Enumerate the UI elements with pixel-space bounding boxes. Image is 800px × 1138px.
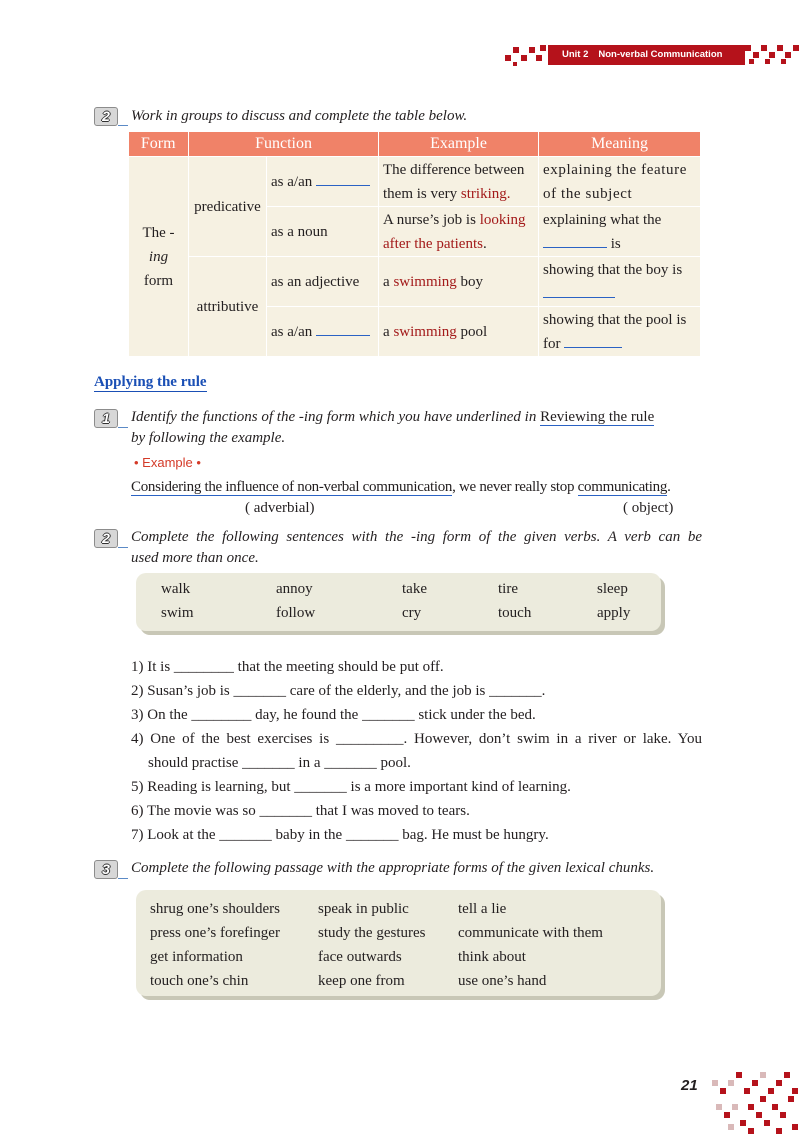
meaning-text: showing that the pool is xyxy=(543,311,687,328)
example-text-end: pool xyxy=(456,323,488,340)
function-cell xyxy=(267,307,379,357)
lexical-chunk-bank xyxy=(136,890,661,996)
function-cell: as an adjective xyxy=(267,257,379,307)
predicative-cell: predicative xyxy=(189,157,267,257)
example-highlight: swimming xyxy=(393,323,457,340)
reviewing-the-rule-link[interactable]: Reviewing the rule xyxy=(540,409,655,425)
unit-header-bar xyxy=(548,45,745,65)
meaning-cell xyxy=(539,207,701,257)
table-row xyxy=(129,157,701,207)
example-label: • Example • xyxy=(134,455,201,470)
example-text: a xyxy=(383,273,394,290)
function-text: as a/an xyxy=(271,173,313,190)
example-sentence xyxy=(131,477,671,497)
instruction-text: Identify the functions of the -ing form which you have underlined in xyxy=(131,409,541,425)
function-cell xyxy=(267,157,379,207)
chunk-item: tell a lie xyxy=(458,901,507,917)
chunk-item: keep one from xyxy=(318,973,405,989)
word-bank xyxy=(136,573,661,631)
chunk-item: speak in public xyxy=(318,901,409,917)
badge-underline xyxy=(118,878,128,879)
example-underline-1: Considering the influence of non-verbal communication xyxy=(131,479,453,495)
form-text: The - xyxy=(142,224,175,241)
chunk-item: study the gestures xyxy=(318,925,426,941)
exercise-sentence-continued: should practise _______ in a _______ pool. xyxy=(148,755,411,771)
function-cell: as a noun xyxy=(267,207,379,257)
exercise-sentence: 3) On the ________ day, he found the _______ stick under the bed. xyxy=(131,707,536,723)
exercise-sentence: 6) The movie was so _______ that I was moved to tears. xyxy=(131,803,470,819)
word-bank-item: take xyxy=(402,581,427,597)
exercise-number-badge: 1 xyxy=(94,409,118,428)
example-end: . xyxy=(667,479,671,495)
badge-underline xyxy=(118,125,128,126)
example-highlight: swimming xyxy=(393,273,457,290)
chunk-item: shrug one’s shoulders xyxy=(150,901,280,917)
meaning-cell: explaining the feature of the subject xyxy=(539,157,701,207)
exercise1-instruction xyxy=(131,407,654,428)
example-text-end: . xyxy=(482,235,487,252)
exercise-number-badge: 3 xyxy=(94,860,118,879)
chunk-item: press one’s forefinger xyxy=(150,925,280,941)
header-example: Example xyxy=(379,132,539,157)
example-underline-2: communicating xyxy=(577,479,668,495)
unit-title: Non-verbal Communication xyxy=(598,49,723,60)
example-text-end: boy xyxy=(456,273,484,290)
example-cell xyxy=(379,207,539,257)
example-text: The difference between them is very xyxy=(383,161,525,202)
example-highlight: looking after the patients xyxy=(383,211,526,252)
example-cell xyxy=(379,157,539,207)
meaning-cell xyxy=(539,257,701,307)
word-bank-item: tire xyxy=(498,581,518,597)
exercise-sentence: 4) One of the best exercises is _________. However, don’t swim in a river or lake. You xyxy=(131,731,702,747)
table-row xyxy=(129,257,701,307)
table-header-row xyxy=(129,132,701,157)
meaning-cell xyxy=(539,307,701,357)
exercise-sentence: 2) Susan’s job is _______ care of the elderly, and the job is _______. xyxy=(131,683,546,699)
chunk-item: touch one’s chin xyxy=(150,973,249,989)
example-cell xyxy=(379,257,539,307)
form-text-2: form xyxy=(143,272,174,289)
example-tag-adverbial: ( adverbial) xyxy=(245,500,315,516)
meaning-text-end: for xyxy=(543,335,561,352)
chunk-item: think about xyxy=(458,949,526,965)
attributive-cell: attributive xyxy=(189,257,267,357)
exercise-sentence: 7) Look at the _______ baby in the _______ bag. He must be hungry. xyxy=(131,827,549,843)
grammar-table xyxy=(128,132,701,357)
word-bank-item: cry xyxy=(402,605,422,621)
word-bank-item: sleep xyxy=(597,581,628,597)
example-text: , we never really stop xyxy=(452,479,578,495)
function-text: as a/an xyxy=(271,323,313,340)
answer-blank[interactable] xyxy=(564,332,622,348)
example-highlight: striking. xyxy=(460,185,511,202)
header-form: Form xyxy=(129,132,189,157)
badge-underline xyxy=(118,427,128,428)
example-text: A nurse’s job is xyxy=(383,211,480,228)
exercise-sentence: 1) It is ________ that the meeting should be put off. xyxy=(131,659,444,675)
header-function: Function xyxy=(189,132,379,157)
answer-blank[interactable] xyxy=(543,232,607,248)
word-bank-item: follow xyxy=(276,605,316,621)
exercise-number-badge: 2 xyxy=(94,529,118,548)
meaning-text: showing that the boy is xyxy=(543,261,683,278)
page-number: 21 xyxy=(681,1077,698,1094)
meaning-text: explaining what the xyxy=(543,211,662,228)
unit-label: Unit 2 xyxy=(562,49,589,60)
example-text: a xyxy=(383,323,394,340)
example-cell xyxy=(379,307,539,357)
word-bank-item: touch xyxy=(498,605,532,621)
answer-blank[interactable] xyxy=(316,170,370,186)
chunk-item: face outwards xyxy=(318,949,402,965)
form-ing-text: ing xyxy=(148,248,169,265)
answer-blank[interactable] xyxy=(543,282,615,298)
chunk-item: communicate with them xyxy=(458,925,603,941)
exercise2-instruction: Complete the following sentences with the -ing form of the given verbs. A verb can be xyxy=(131,529,702,545)
exercise3-instruction: Complete the following passage with the appropriate forms of the given lexical chunks. xyxy=(131,860,655,876)
word-bank-item: apply xyxy=(597,605,631,621)
exercise1-instruction-2: by following the example. xyxy=(131,430,286,446)
applying-the-rule-heading[interactable]: Applying the rule xyxy=(94,374,207,390)
exercise2-instruction-2: used more than once. xyxy=(131,550,259,566)
answer-blank[interactable] xyxy=(316,320,370,336)
chunk-item: get information xyxy=(150,949,243,965)
header-meaning: Meaning xyxy=(539,132,701,157)
exercise-sentence: 5) Reading is learning, but _______ is a more important kind of learning. xyxy=(131,779,571,795)
badge-underline xyxy=(118,547,128,548)
example-tag-object: ( object) xyxy=(623,500,674,516)
section-number-badge: 2 xyxy=(94,107,118,126)
meaning-text-end: is xyxy=(610,235,621,252)
form-cell xyxy=(129,157,189,357)
chunk-item: use one’s hand xyxy=(458,973,547,989)
section-instruction: Work in groups to discuss and complete the table below. xyxy=(131,108,468,124)
word-bank-item: walk xyxy=(161,581,191,597)
word-bank-item: swim xyxy=(161,605,194,621)
word-bank-item: annoy xyxy=(276,581,313,597)
